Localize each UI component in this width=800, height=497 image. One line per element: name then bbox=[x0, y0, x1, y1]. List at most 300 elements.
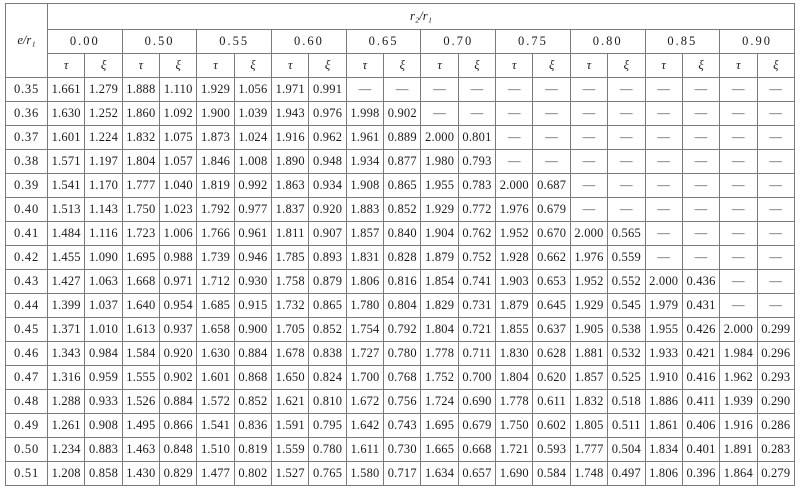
xi-cell: 0.884 bbox=[234, 342, 271, 366]
xi-cell: — bbox=[533, 150, 570, 174]
xi-cell: 0.602 bbox=[533, 414, 570, 438]
tau-cell: — bbox=[720, 174, 757, 198]
tau-cell: 1.678 bbox=[272, 342, 309, 366]
tau-cell: 1.785 bbox=[272, 246, 309, 270]
table-header bbox=[6, 4, 795, 78]
xi-cell: 0.752 bbox=[458, 246, 495, 270]
tau-cell: 1.857 bbox=[346, 222, 383, 246]
xi-cell: — bbox=[757, 270, 794, 294]
tau-cell: 1.572 bbox=[197, 390, 234, 414]
xi-cell: — bbox=[458, 102, 495, 126]
xi-cell: 0.971 bbox=[160, 270, 197, 294]
xi-cell: 0.828 bbox=[384, 246, 421, 270]
xi-cell: 0.628 bbox=[533, 342, 570, 366]
tau-cell: — bbox=[720, 270, 757, 294]
tau-cell: — bbox=[570, 198, 607, 222]
tau-cell: 1.883 bbox=[346, 198, 383, 222]
tau-cell: 1.640 bbox=[122, 294, 159, 318]
tau-cell: 1.601 bbox=[48, 126, 85, 150]
xi-cell: — bbox=[608, 150, 645, 174]
xi-cell: 1.075 bbox=[160, 126, 197, 150]
xi-cell: — bbox=[682, 246, 719, 270]
tau-cell: 1.758 bbox=[272, 270, 309, 294]
xi-cell: 0.877 bbox=[384, 150, 421, 174]
xi-cell: 1.279 bbox=[85, 78, 122, 102]
xi-cell: 0.283 bbox=[757, 438, 794, 462]
table-row bbox=[6, 438, 795, 462]
xi-cell: 0.868 bbox=[234, 366, 271, 390]
tau-cell: 1.929 bbox=[421, 198, 458, 222]
table-row bbox=[6, 102, 795, 126]
table-row bbox=[6, 318, 795, 342]
tau-cell: 1.399 bbox=[48, 294, 85, 318]
xi-cell: 0.396 bbox=[682, 462, 719, 486]
xi-cell: 0.915 bbox=[234, 294, 271, 318]
xi-cell: — bbox=[533, 102, 570, 126]
xi-cell: 0.865 bbox=[309, 294, 346, 318]
group-header: 0.60 bbox=[272, 30, 347, 54]
xi-cell: 1.063 bbox=[85, 270, 122, 294]
tau-cell: — bbox=[720, 126, 757, 150]
tau-cell: 1.830 bbox=[496, 342, 533, 366]
xi-cell: 0.852 bbox=[234, 390, 271, 414]
xi-cell: 0.884 bbox=[160, 390, 197, 414]
tau-cell: 1.288 bbox=[48, 390, 85, 414]
xi-header: ξ bbox=[608, 54, 645, 78]
xi-cell: 1.024 bbox=[234, 126, 271, 150]
tau-cell: 1.916 bbox=[720, 414, 757, 438]
tau-cell: 1.748 bbox=[570, 462, 607, 486]
row-label: 0.35 bbox=[6, 78, 48, 102]
xi-cell: 1.197 bbox=[85, 150, 122, 174]
xi-cell: 0.721 bbox=[458, 318, 495, 342]
tau-cell: 1.879 bbox=[496, 294, 533, 318]
tau-cell: 1.857 bbox=[570, 366, 607, 390]
table-row bbox=[6, 126, 795, 150]
xi-cell: 0.962 bbox=[309, 126, 346, 150]
tau-cell: 1.980 bbox=[421, 150, 458, 174]
tau-cell: 1.685 bbox=[197, 294, 234, 318]
tau-cell: 1.371 bbox=[48, 318, 85, 342]
group-header: 0.65 bbox=[346, 30, 421, 54]
tau-cell: 1.933 bbox=[645, 342, 682, 366]
table-row bbox=[6, 198, 795, 222]
xi-cell: — bbox=[757, 78, 794, 102]
tau-cell: 1.955 bbox=[421, 174, 458, 198]
xi-cell: 1.116 bbox=[85, 222, 122, 246]
xi-cell: — bbox=[682, 174, 719, 198]
xi-cell: 0.679 bbox=[458, 414, 495, 438]
xi-cell: 0.406 bbox=[682, 414, 719, 438]
xi-cell: 0.401 bbox=[682, 438, 719, 462]
xi-cell: — bbox=[757, 126, 794, 150]
tau-cell: 1.910 bbox=[645, 366, 682, 390]
tau-cell: 1.890 bbox=[272, 150, 309, 174]
xi-cell: 0.783 bbox=[458, 174, 495, 198]
tau-cell: 1.832 bbox=[122, 126, 159, 150]
xi-cell: 0.765 bbox=[309, 462, 346, 486]
table-row bbox=[6, 222, 795, 246]
tau-cell: — bbox=[720, 78, 757, 102]
tau-cell: 1.630 bbox=[48, 102, 85, 126]
tau-cell: 1.510 bbox=[197, 438, 234, 462]
xi-cell: 0.829 bbox=[160, 462, 197, 486]
tau-cell: 1.908 bbox=[346, 174, 383, 198]
xi-cell: 0.961 bbox=[234, 222, 271, 246]
tau-cell: — bbox=[496, 126, 533, 150]
tau-cell: — bbox=[645, 198, 682, 222]
tau-cell: 1.952 bbox=[570, 270, 607, 294]
tau-cell: — bbox=[720, 102, 757, 126]
tau-cell: 1.752 bbox=[421, 366, 458, 390]
row-label: 0.37 bbox=[6, 126, 48, 150]
tau-cell: 1.727 bbox=[346, 342, 383, 366]
xi-cell: 1.092 bbox=[160, 102, 197, 126]
group-header: 0.75 bbox=[496, 30, 571, 54]
tau-cell: 1.837 bbox=[272, 198, 309, 222]
tau-cell: — bbox=[645, 150, 682, 174]
xi-cell: — bbox=[608, 102, 645, 126]
xi-cell: — bbox=[682, 150, 719, 174]
table-row bbox=[6, 174, 795, 198]
xi-cell: 0.286 bbox=[757, 414, 794, 438]
tau-cell: 1.455 bbox=[48, 246, 85, 270]
tau-cell: 1.846 bbox=[197, 150, 234, 174]
xi-cell: 0.421 bbox=[682, 342, 719, 366]
xi-cell: 0.933 bbox=[85, 390, 122, 414]
tau-cell: 1.343 bbox=[48, 342, 85, 366]
tau-cell: — bbox=[645, 78, 682, 102]
xi-cell: 0.902 bbox=[384, 102, 421, 126]
tau-cell: 1.650 bbox=[272, 366, 309, 390]
tau-cell: 1.928 bbox=[496, 246, 533, 270]
tau-cell: 1.584 bbox=[122, 342, 159, 366]
xi-cell: — bbox=[682, 78, 719, 102]
xi-cell: 0.772 bbox=[458, 198, 495, 222]
tau-cell: 1.513 bbox=[48, 198, 85, 222]
tau-cell: 1.952 bbox=[496, 222, 533, 246]
tau-header: τ bbox=[645, 54, 682, 78]
xi-cell: 1.010 bbox=[85, 318, 122, 342]
tau-cell: 1.955 bbox=[645, 318, 682, 342]
xi-cell: — bbox=[533, 78, 570, 102]
tau-cell: 1.976 bbox=[570, 246, 607, 270]
tau-cell: — bbox=[570, 126, 607, 150]
tau-cell: — bbox=[645, 102, 682, 126]
xi-cell: 0.792 bbox=[384, 318, 421, 342]
tau-cell: 1.695 bbox=[122, 246, 159, 270]
tau-cell: 1.971 bbox=[272, 78, 309, 102]
xi-cell: 0.559 bbox=[608, 246, 645, 270]
xi-cell: 0.858 bbox=[85, 462, 122, 486]
tau-cell: — bbox=[570, 174, 607, 198]
tau-cell: 1.854 bbox=[421, 270, 458, 294]
tau-cell: 1.976 bbox=[496, 198, 533, 222]
xi-cell: 0.700 bbox=[458, 366, 495, 390]
tau-cell: 2.000 bbox=[720, 318, 757, 342]
xi-cell: 0.584 bbox=[533, 462, 570, 486]
tau-header: τ bbox=[272, 54, 309, 78]
tau-cell: — bbox=[421, 78, 458, 102]
table-row bbox=[6, 294, 795, 318]
xi-cell: 0.717 bbox=[384, 462, 421, 486]
xi-cell: 0.426 bbox=[682, 318, 719, 342]
tau-cell: 1.777 bbox=[122, 174, 159, 198]
xi-cell: 0.711 bbox=[458, 342, 495, 366]
tau-cell: — bbox=[645, 246, 682, 270]
tau-cell: 1.778 bbox=[496, 390, 533, 414]
tau-header: τ bbox=[48, 54, 85, 78]
tau-cell: 1.721 bbox=[496, 438, 533, 462]
xi-cell: 0.296 bbox=[757, 342, 794, 366]
tau-cell: 1.855 bbox=[496, 318, 533, 342]
xi-cell: 0.920 bbox=[160, 342, 197, 366]
tau-cell: 1.804 bbox=[496, 366, 533, 390]
tau-cell: 1.658 bbox=[197, 318, 234, 342]
xi-cell: 0.653 bbox=[533, 270, 570, 294]
xi-cell: — bbox=[608, 174, 645, 198]
xi-cell: — bbox=[757, 174, 794, 198]
tau-cell: 1.665 bbox=[421, 438, 458, 462]
xi-cell: 0.662 bbox=[533, 246, 570, 270]
tau-cell: 1.863 bbox=[272, 174, 309, 198]
xi-cell: 0.532 bbox=[608, 342, 645, 366]
xi-cell: — bbox=[757, 246, 794, 270]
row-label: 0.36 bbox=[6, 102, 48, 126]
xi-cell: 0.816 bbox=[384, 270, 421, 294]
xi-cell: 0.907 bbox=[309, 222, 346, 246]
tau-cell: 1.943 bbox=[272, 102, 309, 126]
tau-cell: 1.601 bbox=[197, 366, 234, 390]
tau-cell: 1.705 bbox=[272, 318, 309, 342]
tau-cell: 1.998 bbox=[346, 102, 383, 126]
xi-cell: 0.593 bbox=[533, 438, 570, 462]
xi-cell: 0.780 bbox=[384, 342, 421, 366]
tau-cell: 1.427 bbox=[48, 270, 85, 294]
row-label: 0.44 bbox=[6, 294, 48, 318]
xi-cell: 0.538 bbox=[608, 318, 645, 342]
xi-cell: 0.743 bbox=[384, 414, 421, 438]
xi-cell: — bbox=[682, 102, 719, 126]
tau-cell: 1.766 bbox=[197, 222, 234, 246]
tau-cell: 1.690 bbox=[496, 462, 533, 486]
tau-cell: 1.430 bbox=[122, 462, 159, 486]
tau-cell: 1.541 bbox=[197, 414, 234, 438]
tau-cell: 1.484 bbox=[48, 222, 85, 246]
xi-cell: 0.793 bbox=[458, 150, 495, 174]
xi-cell: 0.959 bbox=[85, 366, 122, 390]
xi-cell: 0.768 bbox=[384, 366, 421, 390]
xi-cell: 0.866 bbox=[160, 414, 197, 438]
header-row-top bbox=[6, 4, 795, 30]
tau-cell: 1.891 bbox=[720, 438, 757, 462]
tau-cell: 1.904 bbox=[421, 222, 458, 246]
tau-cell: — bbox=[570, 150, 607, 174]
tau-cell: 1.777 bbox=[570, 438, 607, 462]
tau-cell: 1.778 bbox=[421, 342, 458, 366]
xi-cell: 0.801 bbox=[458, 126, 495, 150]
xi-cell: 1.008 bbox=[234, 150, 271, 174]
tau-cell: 1.571 bbox=[48, 150, 85, 174]
group-header: 0.00 bbox=[48, 30, 123, 54]
tau-cell: 1.621 bbox=[272, 390, 309, 414]
xi-header: ξ bbox=[533, 54, 570, 78]
tau-cell: 1.873 bbox=[197, 126, 234, 150]
tau-cell: 1.905 bbox=[570, 318, 607, 342]
xi-header: ξ bbox=[234, 54, 271, 78]
xi-cell: 1.090 bbox=[85, 246, 122, 270]
tau-cell: 1.712 bbox=[197, 270, 234, 294]
xi-cell: 0.810 bbox=[309, 390, 346, 414]
tau-cell: — bbox=[720, 198, 757, 222]
xi-cell: 0.852 bbox=[384, 198, 421, 222]
xi-cell: 0.637 bbox=[533, 318, 570, 342]
xi-cell: 0.930 bbox=[234, 270, 271, 294]
tau-cell: — bbox=[496, 78, 533, 102]
group-header: 0.70 bbox=[421, 30, 496, 54]
xi-cell: 0.687 bbox=[533, 174, 570, 198]
xi-cell: 0.620 bbox=[533, 366, 570, 390]
tau-cell: 1.903 bbox=[496, 270, 533, 294]
xi-cell: 0.819 bbox=[234, 438, 271, 462]
tau-cell: 1.555 bbox=[122, 366, 159, 390]
row-label: 0.42 bbox=[6, 246, 48, 270]
xi-cell: 0.504 bbox=[608, 438, 645, 462]
xi-cell: — bbox=[608, 126, 645, 150]
xi-cell: 0.879 bbox=[309, 270, 346, 294]
tau-cell: 1.886 bbox=[645, 390, 682, 414]
tau-header: τ bbox=[570, 54, 607, 78]
tau-cell: 1.929 bbox=[570, 294, 607, 318]
tau-cell: 1.477 bbox=[197, 462, 234, 486]
xi-cell: 0.731 bbox=[458, 294, 495, 318]
tau-cell: — bbox=[421, 102, 458, 126]
row-label: 0.40 bbox=[6, 198, 48, 222]
tau-cell: 2.000 bbox=[496, 174, 533, 198]
xi-cell: 1.224 bbox=[85, 126, 122, 150]
tau-cell: 1.559 bbox=[272, 438, 309, 462]
xi-cell: 0.411 bbox=[682, 390, 719, 414]
xi-cell: 0.852 bbox=[309, 318, 346, 342]
tau-cell: 1.879 bbox=[421, 246, 458, 270]
tau-cell: 1.811 bbox=[272, 222, 309, 246]
tau-header: τ bbox=[421, 54, 458, 78]
tau-cell: 1.739 bbox=[197, 246, 234, 270]
tau-cell: 1.861 bbox=[645, 414, 682, 438]
xi-cell: 0.838 bbox=[309, 342, 346, 366]
tau-cell: — bbox=[645, 126, 682, 150]
table-row bbox=[6, 414, 795, 438]
tau-cell: 1.634 bbox=[421, 462, 458, 486]
tau-header: τ bbox=[346, 54, 383, 78]
xi-cell: 0.416 bbox=[682, 366, 719, 390]
xi-cell: 0.865 bbox=[384, 174, 421, 198]
tau-cell: 1.630 bbox=[197, 342, 234, 366]
xi-cell: 0.611 bbox=[533, 390, 570, 414]
tau-cell: 1.832 bbox=[570, 390, 607, 414]
tau-cell: 1.750 bbox=[496, 414, 533, 438]
tau-cell: 1.806 bbox=[645, 462, 682, 486]
tau-cell: — bbox=[496, 150, 533, 174]
tau-cell: 1.541 bbox=[48, 174, 85, 198]
xi-cell: 0.883 bbox=[85, 438, 122, 462]
tau-cell: 2.000 bbox=[421, 126, 458, 150]
xi-cell: — bbox=[757, 198, 794, 222]
row-label: 0.46 bbox=[6, 342, 48, 366]
xi-cell: 0.991 bbox=[309, 78, 346, 102]
tau-cell: — bbox=[720, 222, 757, 246]
xi-cell: 0.889 bbox=[384, 126, 421, 150]
tau-cell: 1.780 bbox=[346, 294, 383, 318]
table-row bbox=[6, 78, 795, 102]
corner-label: e/r₁ bbox=[6, 4, 48, 78]
xi-cell: 0.293 bbox=[757, 366, 794, 390]
row-label: 0.50 bbox=[6, 438, 48, 462]
xi-cell: — bbox=[682, 222, 719, 246]
tau-header: τ bbox=[197, 54, 234, 78]
tau-cell: 1.754 bbox=[346, 318, 383, 342]
table-row bbox=[6, 270, 795, 294]
xi-cell: 0.848 bbox=[160, 438, 197, 462]
xi-cell: 0.756 bbox=[384, 390, 421, 414]
xi-cell: 0.988 bbox=[160, 246, 197, 270]
xi-cell: — bbox=[757, 150, 794, 174]
group-header: 0.85 bbox=[645, 30, 720, 54]
xi-cell: 1.170 bbox=[85, 174, 122, 198]
xi-cell: 0.908 bbox=[85, 414, 122, 438]
tau-cell: — bbox=[496, 102, 533, 126]
tau-cell: 1.881 bbox=[570, 342, 607, 366]
xi-cell: 0.668 bbox=[458, 438, 495, 462]
xi-cell: 0.762 bbox=[458, 222, 495, 246]
xi-cell: 0.992 bbox=[234, 174, 271, 198]
xi-cell: 0.824 bbox=[309, 366, 346, 390]
row-label: 0.48 bbox=[6, 390, 48, 414]
tau-cell: 1.939 bbox=[720, 390, 757, 414]
xi-header: ξ bbox=[309, 54, 346, 78]
xi-cell: 0.900 bbox=[234, 318, 271, 342]
row-label: 0.39 bbox=[6, 174, 48, 198]
tau-cell: 2.000 bbox=[570, 222, 607, 246]
table-row bbox=[6, 390, 795, 414]
tau-cell: 1.888 bbox=[122, 78, 159, 102]
xi-cell: 1.056 bbox=[234, 78, 271, 102]
tau-cell: 1.750 bbox=[122, 198, 159, 222]
xi-header: ξ bbox=[757, 54, 794, 78]
group-header: 0.55 bbox=[197, 30, 272, 54]
tau-cell: — bbox=[645, 222, 682, 246]
xi-cell: 0.893 bbox=[309, 246, 346, 270]
xi-cell: 1.057 bbox=[160, 150, 197, 174]
xi-cell: 0.511 bbox=[608, 414, 645, 438]
tau-cell: 1.934 bbox=[346, 150, 383, 174]
table-row bbox=[6, 150, 795, 174]
xi-cell: 0.977 bbox=[234, 198, 271, 222]
tau-cell: 1.723 bbox=[122, 222, 159, 246]
xi-cell: 0.518 bbox=[608, 390, 645, 414]
tau-cell: 1.962 bbox=[720, 366, 757, 390]
xi-cell: 0.948 bbox=[309, 150, 346, 174]
xi-cell: 0.279 bbox=[757, 462, 794, 486]
top-label: r₂/r₁ bbox=[48, 4, 795, 30]
xi-cell: 0.497 bbox=[608, 462, 645, 486]
table-body bbox=[6, 78, 795, 486]
tau-cell: 1.526 bbox=[122, 390, 159, 414]
xi-cell: — bbox=[608, 78, 645, 102]
header-row-subheaders bbox=[6, 54, 795, 78]
xi-cell: 0.679 bbox=[533, 198, 570, 222]
xi-cell: 0.657 bbox=[458, 462, 495, 486]
